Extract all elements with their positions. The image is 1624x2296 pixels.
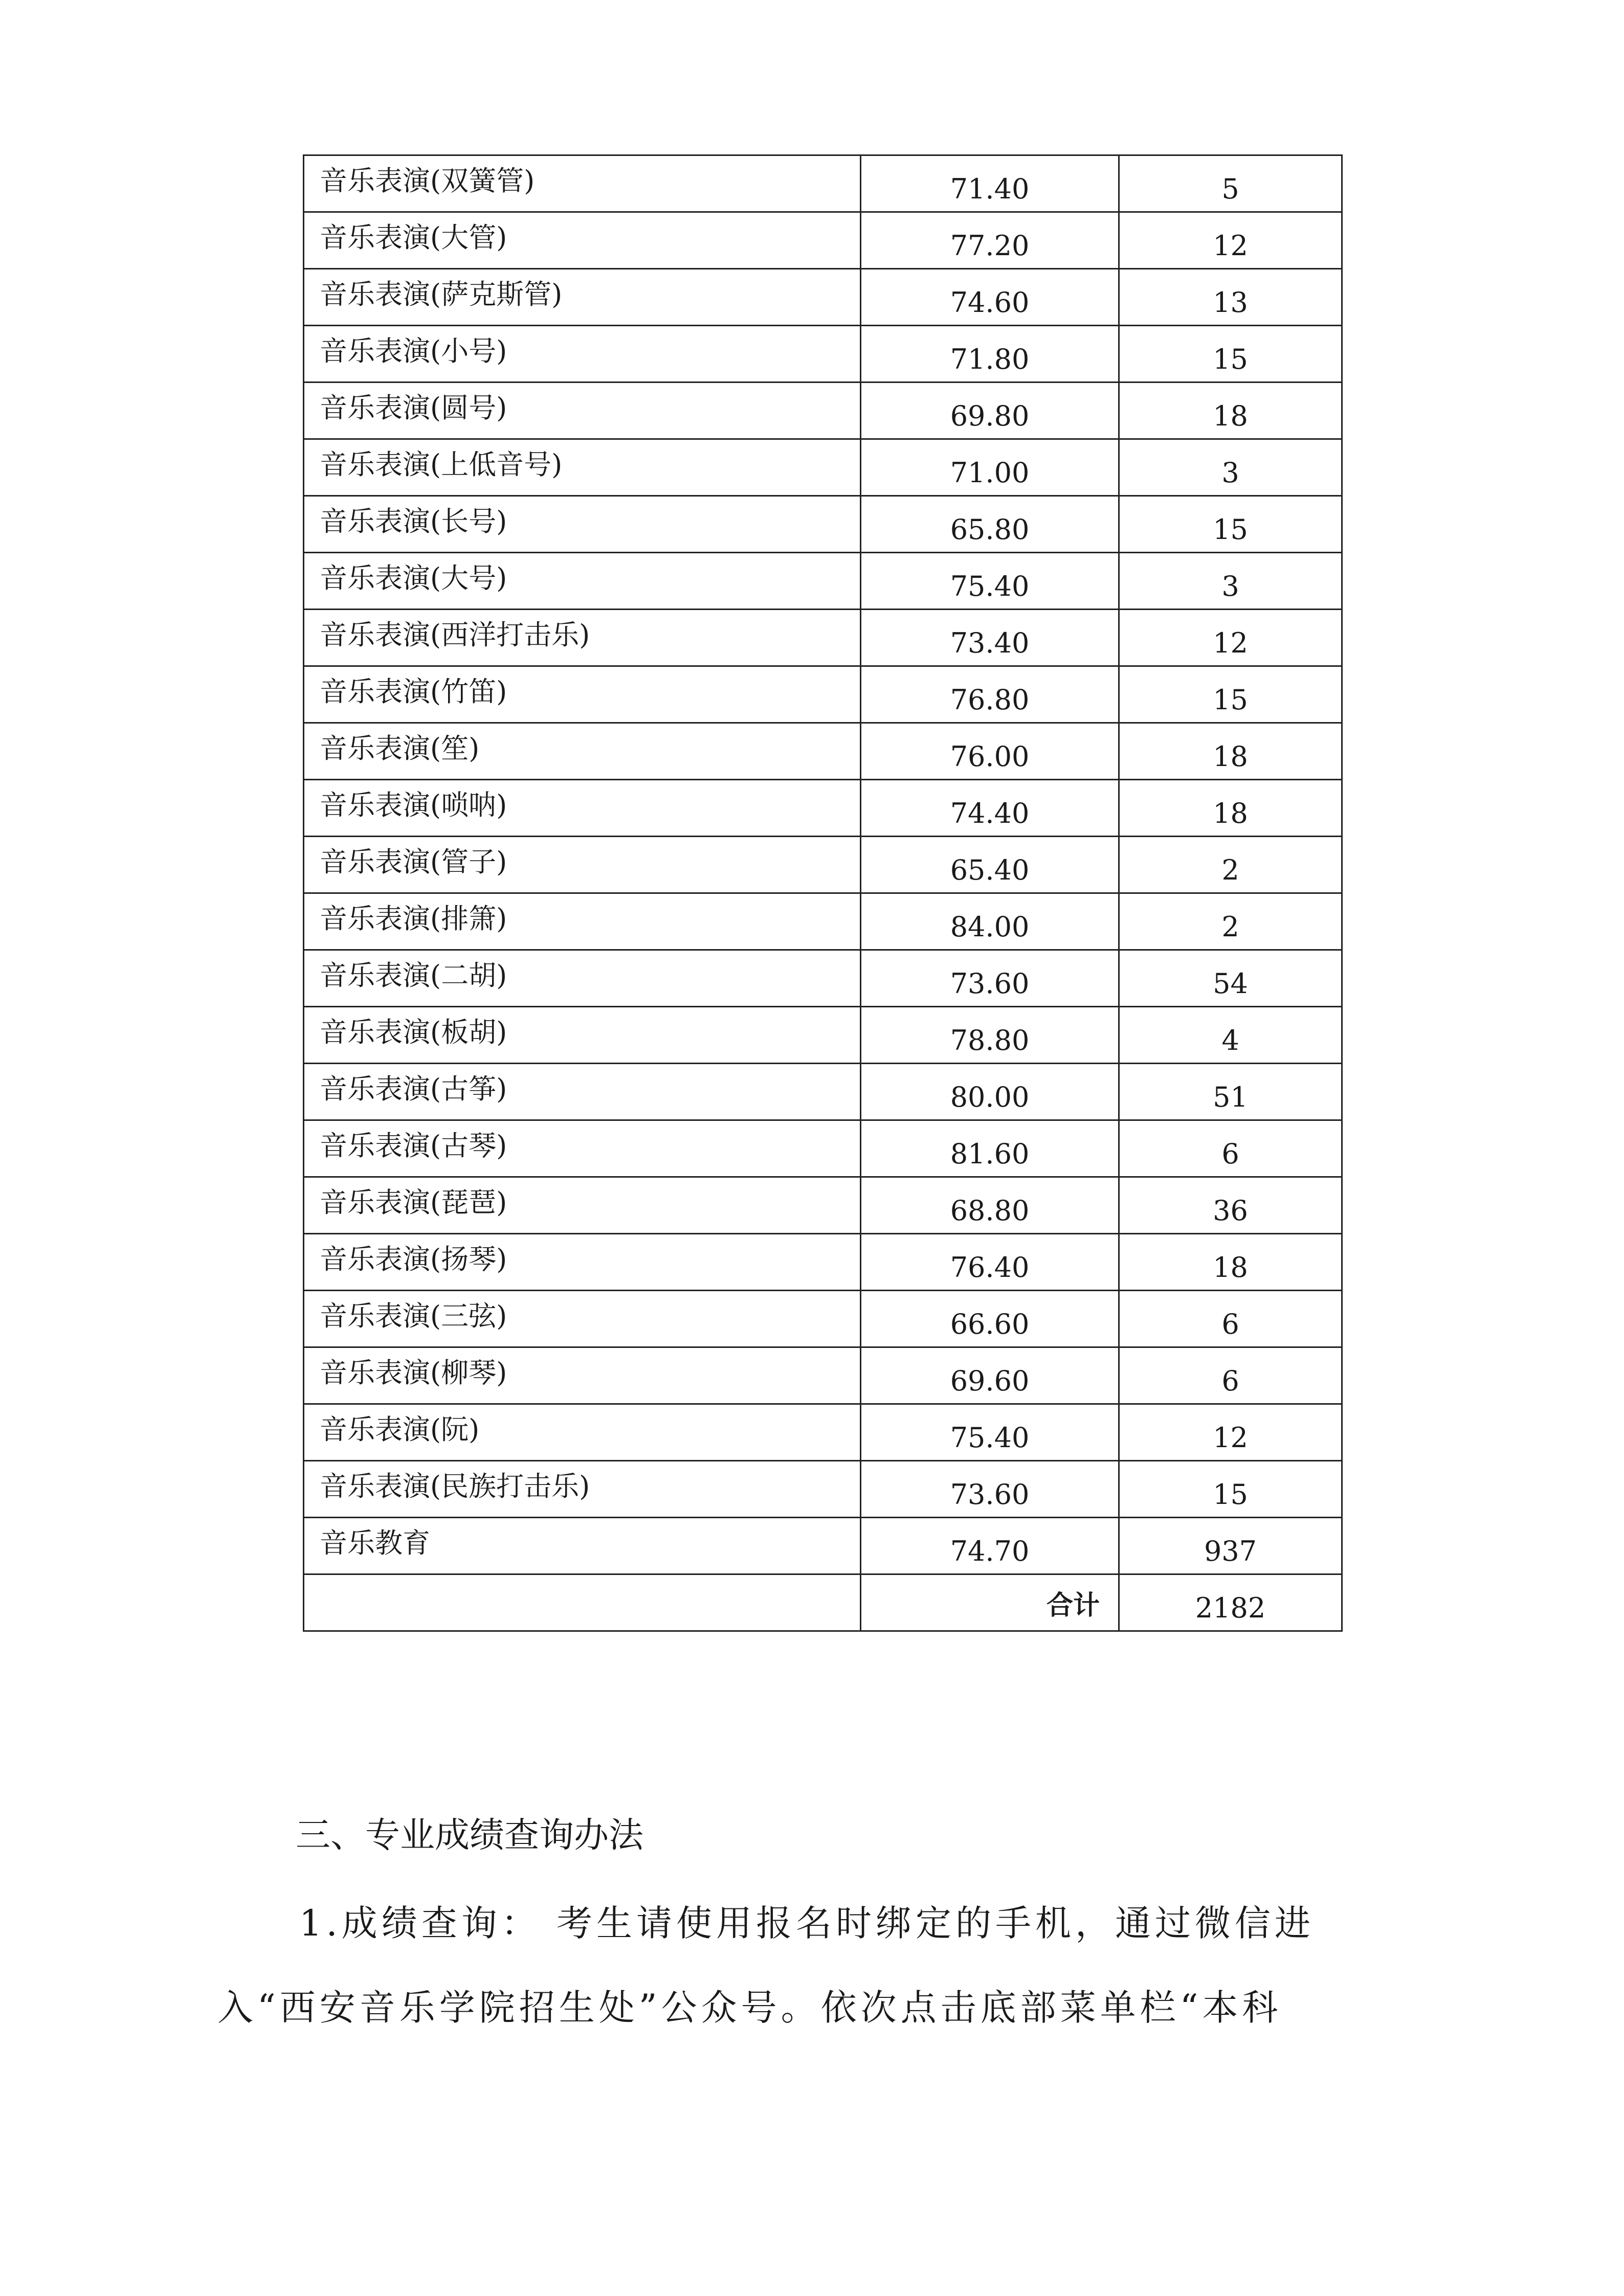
- major-cell: 音乐表演(管子): [304, 837, 861, 893]
- count-cell: 12: [1119, 610, 1342, 666]
- score-table-body: [304, 155, 1342, 1631]
- table-row: [304, 1177, 1342, 1234]
- score-cell: 71.00: [861, 439, 1119, 496]
- major-cell: 音乐表演(排箫): [304, 893, 861, 950]
- score-cell: 76.40: [861, 1234, 1119, 1291]
- count-cell: 18: [1119, 780, 1342, 837]
- score-cell: 80.00: [861, 1064, 1119, 1120]
- table-row: [304, 155, 1342, 212]
- count-cell: 6: [1119, 1120, 1342, 1177]
- table-row: [304, 1064, 1342, 1120]
- score-cell: 65.80: [861, 496, 1119, 553]
- section-heading: 三、专业成绩查询办法: [296, 1815, 644, 1856]
- major-cell: 音乐表演(二胡): [304, 950, 861, 1007]
- table-row: [304, 1518, 1342, 1574]
- score-cell: 81.60: [861, 1120, 1119, 1177]
- table-row: [304, 837, 1342, 893]
- major-cell: 音乐表演(板胡): [304, 1007, 861, 1064]
- score-table: [303, 154, 1343, 1632]
- count-cell: 36: [1119, 1177, 1342, 1234]
- count-cell: 4: [1119, 1007, 1342, 1064]
- table-row: [304, 1007, 1342, 1064]
- major-cell: 音乐表演(琵琶): [304, 1177, 861, 1234]
- count-cell: 3: [1119, 439, 1342, 496]
- total-row: [304, 1574, 1342, 1631]
- score-cell: 84.00: [861, 893, 1119, 950]
- major-cell: 音乐表演(小号): [304, 326, 861, 382]
- table-row: [304, 610, 1342, 666]
- major-cell: 音乐表演(圆号): [304, 382, 861, 439]
- table-row: [304, 1120, 1342, 1177]
- count-cell: 12: [1119, 212, 1342, 269]
- table-row: [304, 326, 1342, 382]
- count-cell: 15: [1119, 326, 1342, 382]
- count-cell: 18: [1119, 1234, 1342, 1291]
- major-cell: 音乐表演(大号): [304, 553, 861, 610]
- table-row: [304, 1404, 1342, 1461]
- score-cell: 77.20: [861, 212, 1119, 269]
- score-cell: 74.60: [861, 269, 1119, 326]
- score-cell: 69.80: [861, 382, 1119, 439]
- table-row: [304, 893, 1342, 950]
- score-cell: 76.00: [861, 723, 1119, 780]
- table-row: [304, 212, 1342, 269]
- score-cell: 74.40: [861, 780, 1119, 837]
- table-row: [304, 1461, 1342, 1518]
- table-row: [304, 496, 1342, 553]
- major-cell: 音乐教育: [304, 1518, 861, 1574]
- score-cell: 73.60: [861, 1461, 1119, 1518]
- count-cell: 18: [1119, 723, 1342, 780]
- score-cell: 75.40: [861, 1404, 1119, 1461]
- count-cell: 13: [1119, 269, 1342, 326]
- count-cell: 6: [1119, 1347, 1342, 1404]
- count-cell: 937: [1119, 1518, 1342, 1574]
- table-row: [304, 1234, 1342, 1291]
- count-cell: 18: [1119, 382, 1342, 439]
- score-cell: 75.40: [861, 553, 1119, 610]
- score-cell: 68.80: [861, 1177, 1119, 1234]
- score-cell: 71.80: [861, 326, 1119, 382]
- major-cell: 音乐表演(上低音号): [304, 439, 861, 496]
- table-row: [304, 1347, 1342, 1404]
- paragraph-line-2: 入“西安音乐学院招生处”公众号。依次点击底部菜单栏“本科: [217, 1987, 1282, 2029]
- major-cell: 音乐表演(民族打击乐): [304, 1461, 861, 1518]
- table-row: [304, 950, 1342, 1007]
- score-cell: 65.40: [861, 837, 1119, 893]
- table-row: [304, 382, 1342, 439]
- major-cell: 音乐表演(竹笛): [304, 666, 861, 723]
- major-cell: 音乐表演(双簧管): [304, 155, 861, 212]
- score-cell: 66.60: [861, 1291, 1119, 1347]
- total-value: 2182: [1119, 1574, 1342, 1631]
- score-cell: 73.40: [861, 610, 1119, 666]
- count-cell: 2: [1119, 893, 1342, 950]
- count-cell: 6: [1119, 1291, 1342, 1347]
- major-cell: 音乐表演(古筝): [304, 1064, 861, 1120]
- table-row: [304, 723, 1342, 780]
- count-cell: 15: [1119, 496, 1342, 553]
- table-row: [304, 553, 1342, 610]
- score-cell: 73.60: [861, 950, 1119, 1007]
- score-cell: 74.70: [861, 1518, 1119, 1574]
- count-cell: 12: [1119, 1404, 1342, 1461]
- major-cell: 音乐表演(萨克斯管): [304, 269, 861, 326]
- major-cell: 音乐表演(扬琴): [304, 1234, 861, 1291]
- count-cell: 5: [1119, 155, 1342, 212]
- score-cell: 69.60: [861, 1347, 1119, 1404]
- count-cell: 15: [1119, 666, 1342, 723]
- score-cell: 71.40: [861, 155, 1119, 212]
- major-cell: 音乐表演(大管): [304, 212, 861, 269]
- major-cell: 音乐表演(三弦): [304, 1291, 861, 1347]
- major-cell: 音乐表演(唢呐): [304, 780, 861, 837]
- score-cell: 76.80: [861, 666, 1119, 723]
- table-row: [304, 666, 1342, 723]
- count-cell: 51: [1119, 1064, 1342, 1120]
- table-row: [304, 439, 1342, 496]
- count-cell: 2: [1119, 837, 1342, 893]
- major-cell: 音乐表演(西洋打击乐): [304, 610, 861, 666]
- count-cell: 15: [1119, 1461, 1342, 1518]
- table-row: [304, 780, 1342, 837]
- paragraph-line-1: 1.成绩查询： 考生请使用报名时绑定的手机，通过微信进: [299, 1902, 1315, 1944]
- major-cell: 音乐表演(阮): [304, 1404, 861, 1461]
- empty-cell: [304, 1574, 861, 1631]
- major-cell: 音乐表演(古琴): [304, 1120, 861, 1177]
- count-cell: 3: [1119, 553, 1342, 610]
- count-cell: 54: [1119, 950, 1342, 1007]
- major-cell: 音乐表演(长号): [304, 496, 861, 553]
- table-row: [304, 269, 1342, 326]
- table-row: [304, 1291, 1342, 1347]
- major-cell: 音乐表演(柳琴): [304, 1347, 861, 1404]
- total-label: 合计: [861, 1574, 1119, 1631]
- score-cell: 78.80: [861, 1007, 1119, 1064]
- major-cell: 音乐表演(笙): [304, 723, 861, 780]
